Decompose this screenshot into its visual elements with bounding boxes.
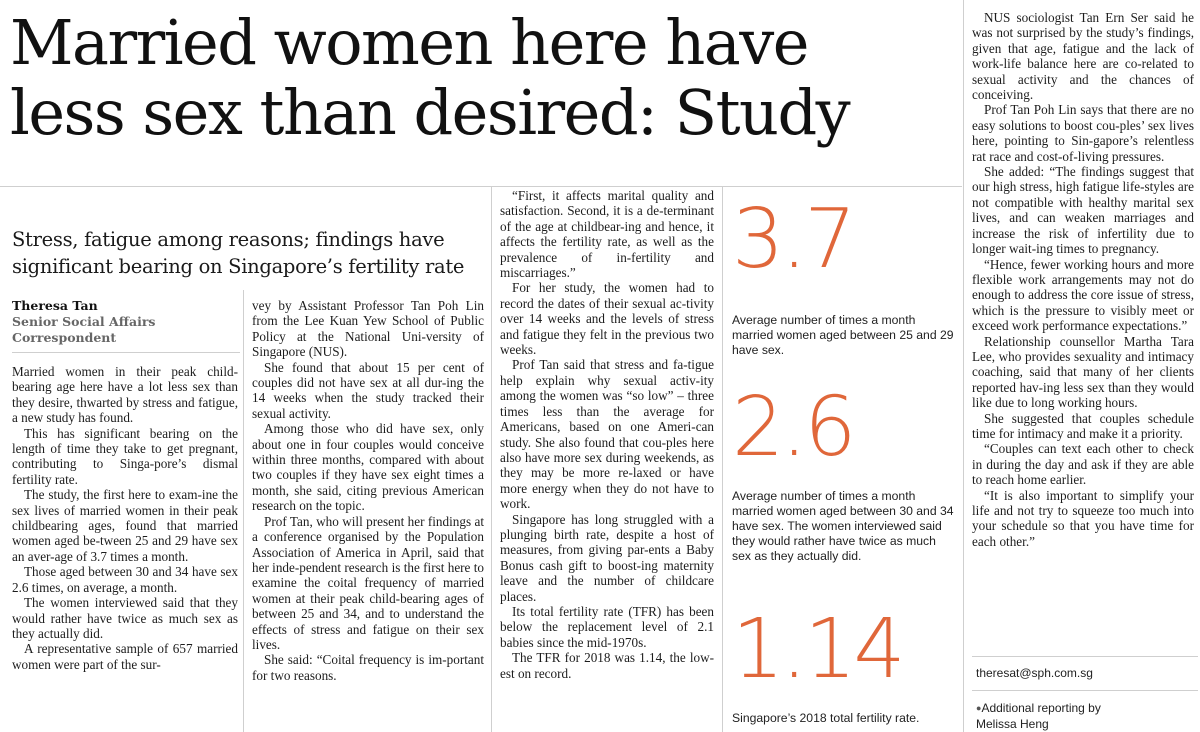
stat-caption-1: Average number of times a month married women aged between 25 and 29 have sex. [732, 313, 954, 357]
paragraph: She suggested that couples schedule time for intimacy and make it a priority. [972, 410, 1194, 441]
paragraph: Among those who did have sex, only about one in four couples would conceive within three months, compared with about two couples if they have sex eight times a month, she said, citing previous American research on the topic. [252, 421, 484, 514]
column-rule-1 [243, 290, 244, 732]
headline [10, 8, 960, 148]
deck-line-1: Stress, fatigue among reasons; findings have [12, 228, 445, 251]
article-column-5 [972, 10, 1194, 549]
paragraph: She found that about 15 per cent of couples did not have sex at all dur-ing the 14 weeks when the study tracked their sexual activity. [252, 359, 484, 421]
headline-line-1: Married women here have [10, 6, 808, 79]
paragraph: Relationship counsellor Martha Tara Lee, who provides sexuality and intimacy coaching, said that many of her clients reported hav-ing less sex than they would like due to long working hours. [972, 333, 1194, 411]
paragraph: Prof Tan Poh Lin says that there are no easy solutions to boost cou-ples’ sex lives here, pointing to Sin-gapore’s relentless rat race and cost-of-living pressures. [972, 102, 1194, 164]
paragraph: For her study, the women had to record the dates of their sexual ac-tivity over 14 weeks and the levels of stress and fatigue they felt in the previous two weeks. [500, 280, 714, 358]
paragraph: She added: “The findings suggest that our high stress, high fatigue life-styles are not compatible with healthy marital sex lives, and can weaken marriages and increase the risk of infertility due to longer wait-ing times to pregnancy. [972, 164, 1194, 257]
byline [12, 298, 242, 346]
stat-caption-2: Average number of times a month married women aged between 30 and 34 have sex. The women interviewed said they would rather have twice as much sex as they actually did. [732, 489, 954, 563]
additional-reporting-line-2: Melissa Heng [976, 717, 1049, 731]
stat-value-3: 1.14 [732, 602, 903, 697]
paragraph: This has significant bearing on the length of time they take to get pregnant, contributing to Singa-pore’s dismal fertility rate. [12, 425, 238, 487]
stat-value-1: 3.7 [732, 192, 854, 287]
email-divider [972, 656, 1198, 657]
stat-value-2: 2.6 [732, 380, 854, 475]
byline-role-line-1: Senior Social Affairs [12, 314, 156, 329]
paragraph: Prof Tan said that stress and fa-tigue help explain why sexual activ-ity among the women was “so low” – three times less than the average for Americans, based on one Ameri-can study. She also found that cou-ples here also have more sex during weekends, as they may be more re-laxed or have more energy when they do not have to work. [500, 357, 714, 512]
bullet-icon: ● [976, 703, 982, 713]
deck-line-2: significant bearing on Singapore’s fertility rate [12, 255, 465, 278]
paragraph: “Couples can text each other to check in during the day and ask if they are able to reach home earlier. [972, 441, 1194, 488]
paragraph: “It is also important to simplify your life and not try to squeeze too much into your schedule so that you have time for each other.” [972, 487, 1194, 549]
paragraph: The study, the first here to exam-ine the sex lives of married women in their peak childbearing ages, found that married women aged be-tween 25 and 29 have sex an aver-age of 3.7 times a month. [12, 487, 238, 564]
footer-divider [972, 690, 1198, 691]
paragraph: She said: “Coital frequency is im-portant for two reasons. [252, 652, 484, 683]
article-column-1 [12, 364, 238, 672]
paragraph: vey by Assistant Professor Tan Poh Lin from the Lee Kuan Yew School of Public Policy at the National Uni-versity of Singapore (NUS). [252, 298, 484, 360]
headline-divider [0, 186, 962, 187]
paragraph: A representative sample of 657 married women were part of the sur- [12, 641, 238, 672]
paragraph: Singapore has long struggled with a plunging birth rate, despite a host of measures, from giving par-ents a Baby Bonus cash gift to boost-ing maternity leave and the number of childcare places. [500, 511, 714, 604]
paragraph: “First, it affects marital quality and satisfaction. Second, it is a de-terminant of the age at childbear-ing and hence, it affects the fertility rate, as well as the prevalence of in-fertility and miscarriages.” [500, 188, 714, 281]
author-email[interactable]: theresat@sph.com.sg [976, 666, 1093, 680]
paragraph: Those aged between 30 and 34 have sex 2.6 times, on average, a month. [12, 564, 238, 595]
additional-reporting-line-1: Additional reporting by [981, 701, 1101, 715]
paragraph: “Hence, fewer working hours and more flexible work arrangements may not do enough to address the core issue of stress, which is the pressure to visibly meet or exceed work performance expectations.” [972, 256, 1194, 334]
article-column-2 [252, 298, 484, 683]
column-rule-5 [963, 0, 964, 732]
paragraph: The TFR for 2018 was 1.14, the low-est on record. [500, 650, 714, 681]
headline-line-2: less sex than desired: Study [10, 76, 850, 149]
column-rule-3 [722, 186, 723, 732]
additional-reporting [976, 700, 1196, 732]
byline-name: Theresa Tan [12, 298, 98, 313]
paragraph: Prof Tan, who will present her findings at a conference organised by the Population Association of America in April, said that her inde-pendent research is the first here to examine the coital frequency of married women at their peak child-bearing ages of between 25 and 34, and to understand the effects of stress and fatigue on their sex lives. [252, 513, 484, 652]
article-column-3 [500, 188, 714, 681]
deck [12, 226, 492, 280]
paragraph: The women interviewed said that they would rather have twice as much sex as they actually did. [12, 595, 238, 641]
stat-caption-3: Singapore’s 2018 total fertility rate. [732, 711, 920, 725]
byline-divider [12, 352, 240, 353]
paragraph: Its total fertility rate (TFR) has been below the replacement level of 2.1 babies since the mid-1970s. [500, 603, 714, 650]
byline-role-line-2: Correspondent [12, 330, 117, 345]
paragraph: Married women in their peak child-bearing age here have a lot less sex than they desire, thwarted by stress and fatigue, a new study has found. [12, 364, 238, 426]
paragraph: NUS sociologist Tan Ern Ser said he was not surprised by the study’s findings, given that age, fatigue and the lack of work-life balance here are co-related to sexual activity and the chances of conceiving. [972, 10, 1194, 103]
